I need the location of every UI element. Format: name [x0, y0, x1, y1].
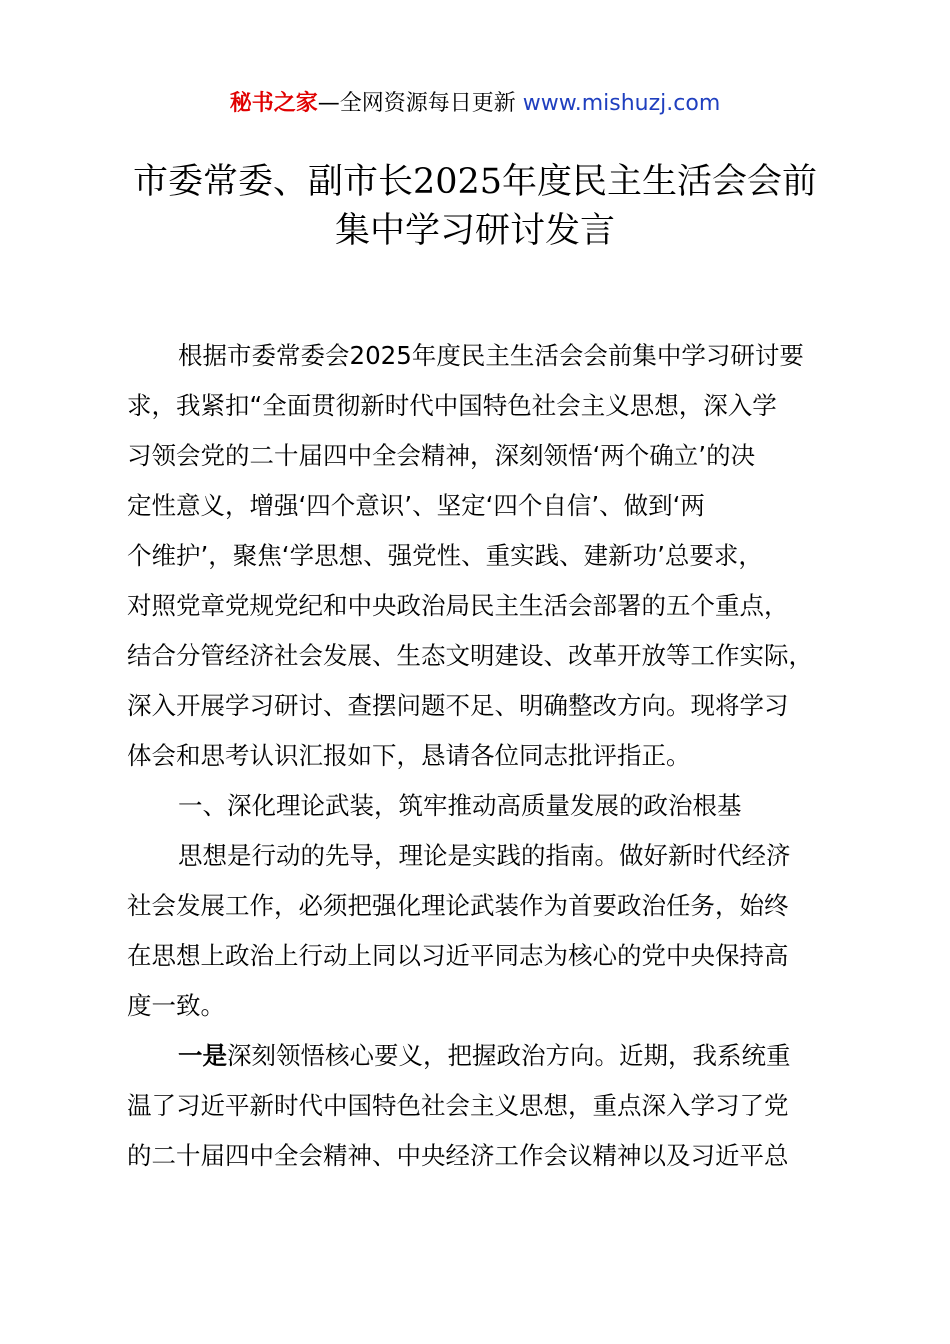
- site-header: [0, 88, 950, 120]
- paragraph-line: 深入开展学习研讨、查摆问题不足、明确整改方向。现将学习: [127, 691, 789, 720]
- paragraph-line: 定性意义，增强‘四个意识’、坚定‘四个自信’、做到‘两: [127, 491, 705, 520]
- paragraph-line: 在思想上政治上行动上同以习近平同志为核心的党中央保持高: [127, 941, 789, 970]
- paragraph-line: [127, 1031, 847, 1081]
- paragraph-line: 思想是行动的先导，理论是实践的指南。做好新时代经济: [178, 841, 791, 870]
- paragraph-line: 体会和思考认识汇报如下，恳请各位同志批评指正。: [127, 741, 691, 770]
- paragraph-line: 温了习近平新时代中国特色社会主义思想，重点深入学习了党: [127, 1091, 789, 1120]
- title-line-1: 市委常委、副市长2025年度民主生活会会前: [132, 162, 818, 202]
- paragraph-line: 个维护’，聚焦‘学思想、强党性、重实践、建新功’总要求，: [127, 541, 763, 570]
- item-lead-rest: 深刻领悟核心要义，把握政治方向。近期，我系统重: [227, 1041, 791, 1070]
- document-title: [60, 158, 890, 256]
- paragraph-line: 度一致。: [127, 991, 225, 1020]
- paragraph-line: 根据市委常委会2025年度民主生活会会前集中学习研讨要: [178, 341, 804, 370]
- document-body: [127, 331, 847, 1181]
- paragraph-line: 结合分管经济社会发展、生态文明建设、改革开放等工作实际，: [127, 641, 813, 670]
- paragraph-line: 求，我紧扣“全面贯彻新时代中国特色社会主义思想，深入学: [127, 391, 777, 420]
- paragraph-line: 习领会党的二十届四中全会精神，深刻领悟‘两个确立’的决: [127, 441, 756, 470]
- paragraph-line: 的二十届四中全会精神、中央经济工作会议精神以及习近平总: [127, 1141, 789, 1170]
- site-brand: 秘书之家: [229, 91, 318, 116]
- site-url-link[interactable]: www.mishuzj.com: [522, 91, 721, 116]
- paragraph-line: 社会发展工作，必须把强化理论武装作为首要政治任务，始终: [127, 891, 789, 920]
- item-lead: 一是: [178, 1041, 227, 1070]
- paragraph-line: 对照党章党规党纪和中央政治局民主生活会部署的五个重点，: [127, 591, 789, 620]
- title-line-2: 集中学习研讨发言: [334, 211, 615, 251]
- site-tagline: —全网资源每日更新: [317, 91, 516, 116]
- section-heading: 一、深化理论武装，筑牢推动高质量发展的政治根基: [178, 791, 742, 820]
